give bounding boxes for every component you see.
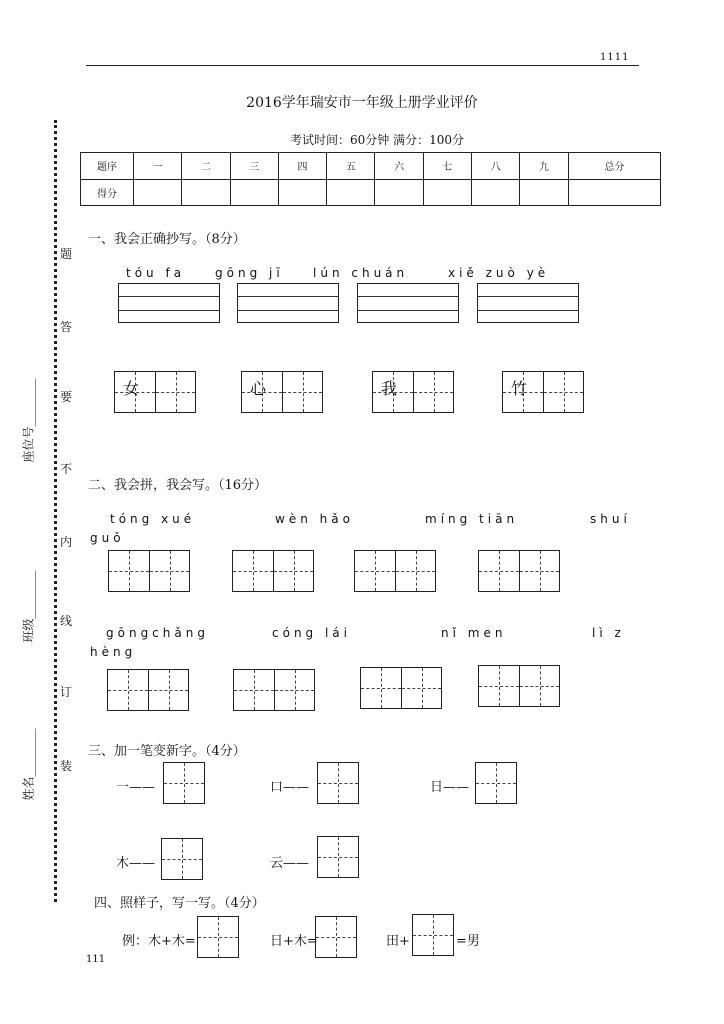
score-table [80,152,661,206]
model-char: 女 [123,379,140,398]
tianzige-box[interactable] [197,916,239,958]
class-field[interactable]: 班级________ [21,570,36,643]
char-cell[interactable] [318,763,358,803]
pinyin-writing-lines[interactable] [477,283,579,323]
char-cell[interactable] [198,917,238,957]
pinyin-writing-lines[interactable] [237,283,339,323]
question-prompt: 日—— [430,780,470,795]
question-prompt: 云—— [270,856,310,871]
pinyin: lún chuán [313,266,409,280]
section-1-heading: 一、我会正确抄写。（8分） [88,232,246,247]
question-prompt: 一—— [116,780,156,795]
tianzige-box[interactable] [107,669,189,711]
char-cell[interactable] [108,670,148,710]
class-label: 班级 [21,618,36,643]
margin-char: 不 [60,462,73,476]
char-cell[interactable] [543,372,583,412]
char-cell[interactable] [282,372,322,412]
table-cell: 三 [230,153,278,180]
table-cell: 一 [134,153,182,180]
char-cell[interactable] [519,666,559,706]
table-row [81,179,661,206]
section-4-heading: 四、照样子，写一写。（4分） [94,896,265,911]
section-2-heading: 二、我会拼，我会写。（16分） [88,478,268,493]
question-prompt: 日+木= [270,934,318,949]
char-cell[interactable] [115,372,155,412]
page-title: 2016学年瑞安市一年级上册学业评价 [246,95,478,111]
question-prompt: 田+ [386,934,410,949]
tianzige-box[interactable] [241,371,323,413]
question-prompt: 木—— [116,856,156,871]
tianzige-box[interactable] [108,550,190,592]
char-cell[interactable] [242,372,282,412]
pinyin-writing-lines[interactable] [357,283,459,323]
table-cell: 五 [327,153,375,180]
table-cell: 六 [375,153,423,180]
char-cell[interactable] [316,917,356,957]
score-cell[interactable] [134,179,182,206]
pinyin: tóu fa [126,266,186,280]
name-label: 姓名 [21,776,36,801]
table-cell: 二 [182,153,230,180]
exam-info: 考试时间：60分钟 满分：100分 [290,133,464,147]
score-cell[interactable] [520,179,568,206]
pinyin: shuí [590,512,631,526]
question-result: =男 [456,934,480,949]
seat-label: 座位号 [21,426,36,463]
tianzige-box[interactable] [163,762,205,804]
char-cell[interactable] [155,372,195,412]
model-char: 竹 [511,379,528,398]
score-cell[interactable] [375,179,423,206]
char-cell[interactable] [162,839,202,879]
score-cell[interactable] [472,179,520,206]
tianzige-box[interactable] [233,669,315,711]
char-cell[interactable] [503,372,543,412]
char-cell[interactable] [479,551,519,591]
pinyin: hèng [90,645,137,659]
char-cell[interactable] [395,551,435,591]
table-row [81,153,661,180]
char-cell[interactable] [355,551,395,591]
char-cell[interactable] [148,670,188,710]
char-cell[interactable] [361,668,401,708]
table-cell: 四 [278,153,326,180]
char-cell[interactable] [318,837,358,877]
table-cell: 九 [520,153,568,180]
table-cell: 七 [423,153,471,180]
pinyin: cóng lái [272,626,351,640]
score-cell[interactable] [182,179,230,206]
header-rule [86,65,639,66]
pinyin: guǒ [90,531,125,545]
tianzige-box[interactable] [502,371,584,413]
pinyin: gōng jī [215,266,284,280]
char-cell[interactable] [234,670,274,710]
char-cell[interactable] [476,763,516,803]
char-cell[interactable] [164,763,204,803]
tianzige-box[interactable] [478,665,560,707]
tianzige-box[interactable] [114,371,196,413]
footer-page-number: 111 [86,954,106,965]
tianzige-box[interactable] [161,838,203,880]
tianzige-box[interactable] [360,667,442,709]
char-cell[interactable] [109,551,149,591]
binding-dotted-line [54,120,57,902]
tianzige-box[interactable] [372,371,454,413]
char-cell[interactable] [233,551,273,591]
table-cell: 八 [472,153,520,180]
pinyin-writing-lines[interactable] [118,283,220,323]
char-cell[interactable] [274,670,314,710]
char-cell[interactable] [373,372,413,412]
pinyin: nǐ men [441,626,507,640]
char-cell[interactable] [413,915,453,955]
model-char: 心 [250,379,267,398]
name-field[interactable]: 姓名________ [21,728,36,801]
tianzige-box[interactable] [317,762,359,804]
tianzige-box[interactable] [232,550,314,592]
margin-char: 要 [60,390,73,404]
char-cell[interactable] [479,666,519,706]
pinyin: gōngchǎng [106,626,209,640]
pinyin: wèn hǎo [275,512,354,526]
table-cell: 题序 [81,153,134,180]
score-cell[interactable] [568,179,660,206]
score-cell[interactable] [230,179,278,206]
margin-char: 线 [60,614,73,628]
margin-char: 订 [60,685,73,699]
seat-number-field[interactable]: 座位号________ [21,378,36,463]
table-cell: 总分 [568,153,660,180]
page-number: 1111 [600,52,630,63]
model-char: 我 [381,379,398,398]
tianzige-box[interactable] [354,550,436,592]
score-cell[interactable] [278,179,326,206]
score-cell[interactable] [423,179,471,206]
pinyin: tóng xué [110,512,196,526]
table-cell: 得分 [81,179,134,206]
tianzige-box[interactable] [475,762,517,804]
example-prompt: 例：木+木= [122,934,196,949]
margin-char: 装 [60,759,73,773]
pinyin: xiě zuò yè [448,266,550,280]
tianzige-box[interactable] [478,550,560,592]
char-cell[interactable] [401,668,441,708]
tianzige-box[interactable] [315,916,357,958]
char-cell[interactable] [413,372,453,412]
pinyin: lì z [592,626,625,640]
tianzige-box[interactable] [412,914,454,956]
char-cell[interactable] [149,551,189,591]
question-prompt: 口—— [270,780,310,795]
char-cell[interactable] [273,551,313,591]
margin-char: 内 [60,535,73,549]
char-cell[interactable] [519,551,559,591]
pinyin: míng tiān [425,512,519,526]
score-cell[interactable] [327,179,375,206]
tianzige-box[interactable] [317,836,359,878]
margin-char: 题 [60,247,73,261]
margin-char: 答 [60,320,73,334]
section-3-heading: 三、加一笔变新字。（4分） [88,744,246,759]
